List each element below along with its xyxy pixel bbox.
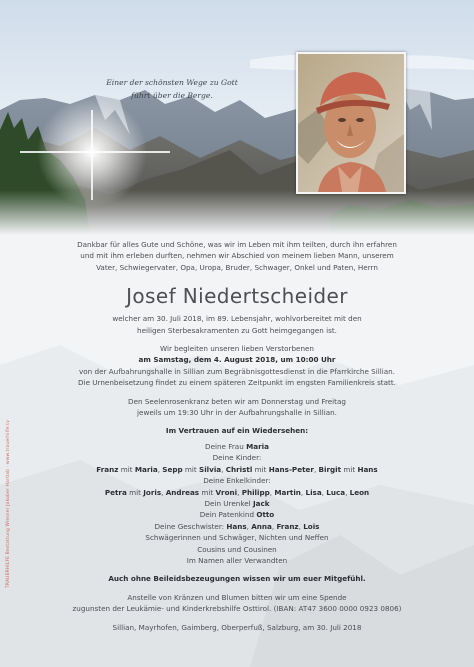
person-name: Lisa (305, 487, 322, 497)
person-name: Anna (251, 521, 272, 531)
connector-word: mit (118, 464, 135, 474)
epigraph-quote (102, 76, 242, 102)
person-name: Hans (226, 521, 247, 531)
intro-line: Vater, Schwiegervater, Opa, Uropa, Bruder, Schwager, Onkel und Paten, Herrn (96, 262, 378, 272)
place-date: Sillian, Mayrhofen, Gaimberg, Oberperfuß, Salzburg, am 30. Juli 2018 (112, 622, 362, 632)
death-line: welcher am 30. Juli 2018, im 89. Lebensjahr, wohlvorbereitet mit den (112, 314, 362, 324)
person-name: Petra (104, 487, 127, 497)
person-name: Silvia (199, 464, 222, 474)
separator: , (161, 487, 166, 497)
person-name: Lois (303, 521, 320, 531)
person-name: Luca (326, 487, 346, 497)
quote-line: führt über die Berge. (131, 91, 213, 100)
intro-line: und mit ihm erleben durften, nehmen wir Abschied von meinem lieben Mann, unserem (80, 251, 394, 261)
condolence-note: Auch ohne Beileidsbezeugungen wissen wir um euer Mitgefühl. (108, 574, 366, 584)
separator: , (313, 464, 319, 474)
person-name: Franz (96, 464, 119, 474)
cousins-line: Cousins und Cousinen (197, 544, 277, 554)
connector-word: mit (199, 487, 216, 497)
separator: , (157, 464, 163, 474)
children-line (0, 464, 474, 475)
portrait-photo (296, 52, 406, 194)
relatives-line: Im Namen aller Verwandten (186, 555, 288, 565)
person-name: Andreas (165, 487, 200, 497)
person-name: Leon (349, 487, 370, 497)
godchild-line: Dein Patenkind Otto (199, 510, 275, 520)
person-name: Franz (276, 521, 299, 531)
obituary-text (0, 239, 474, 633)
siblings-line: Deine Geschwister: Hans, Anna, Franz, Lois (154, 521, 320, 531)
separator: , (269, 487, 275, 497)
grandchildren-label: Deine Enkelkinder: (203, 476, 271, 486)
greatgrandson-line: Dein Urenkel Jack (204, 498, 270, 508)
donation-line: Anstelle von Kränzen und Blumen bitten wir um eine Spende (127, 592, 347, 602)
connector-word: mit (126, 487, 144, 497)
funeral-line: Die Urnenbeisetzung findet zu einem späteren Zeitpunkt im engsten Familienkreis statt. (78, 378, 396, 388)
person-name: Philipp (241, 487, 270, 497)
separator: , (298, 521, 304, 531)
funeral-date: am Samstag, dem 4. August 2018, um 10:00 Uhr (138, 355, 336, 365)
separator: , (345, 487, 350, 497)
separator: , (237, 487, 242, 497)
person-name: Birgit (318, 464, 342, 474)
connector-word: mit (341, 464, 358, 474)
funeral-line: von der Aufbahrungshalle in Sillian zum Begräbnisgottesdienst in die Pfarrkirche Sillian. (79, 366, 395, 376)
separator: , (271, 521, 277, 531)
inlaws-line: Schwägerinnen und Schwäger, Nichten und Neffen (145, 533, 329, 543)
person-name: Sepp (162, 464, 183, 474)
separator: , (300, 487, 306, 497)
deceased-name: Josef Niedertscheider (126, 284, 348, 309)
rosary-line: jeweils um 19:30 Uhr in der Aufbahrungshalle in Sillian. (137, 408, 337, 418)
person-name: Martin (274, 487, 301, 497)
donation-line: zugunsten der Leukämie- und Kinderkrebshilfe Osttirol. (IBAN: AT47 3600 0000 0923 0806) (72, 604, 402, 614)
funeral-line: Wir begleiten unseren lieben Verstorbenen (160, 344, 314, 354)
rosary-line: Den Seelenrosenkranz beten wir am Donnerstag und Freitag (128, 396, 346, 406)
children-label: Deine Kinder: (212, 453, 262, 463)
quote-line: Einer der schönsten Wege zu Gott (106, 78, 238, 87)
wife-line: Deine Frau Maria (205, 441, 269, 451)
person-name: Hans (357, 464, 378, 474)
person-name: Hans-Peter (268, 464, 314, 474)
connector-word: mit (182, 464, 200, 474)
person-name: Christl (225, 464, 253, 474)
death-line: heiligen Sterbesakramenten zu Gott heimgegangen ist. (137, 325, 337, 335)
separator: , (221, 464, 226, 474)
person-name: Joris (143, 487, 162, 497)
grandchildren-line (0, 487, 474, 498)
separator: , (321, 487, 327, 497)
connector-word: mit (252, 464, 269, 474)
mourners-heading: Im Vertrauen auf ein Wiedersehen: (165, 426, 309, 436)
side-credit: TRAUERHILFE Bestattung Wiesner Jakober Hartlab · www.trauerhilfe.tv (6, 419, 11, 588)
intro-line: Dankbar für alles Gute und Schöne, was wir im Leben mit ihm teilten, durch ihn erfahren (77, 240, 397, 249)
separator: , (246, 521, 252, 531)
person-name: Maria (134, 464, 158, 474)
person-name: Vroni (215, 487, 238, 497)
